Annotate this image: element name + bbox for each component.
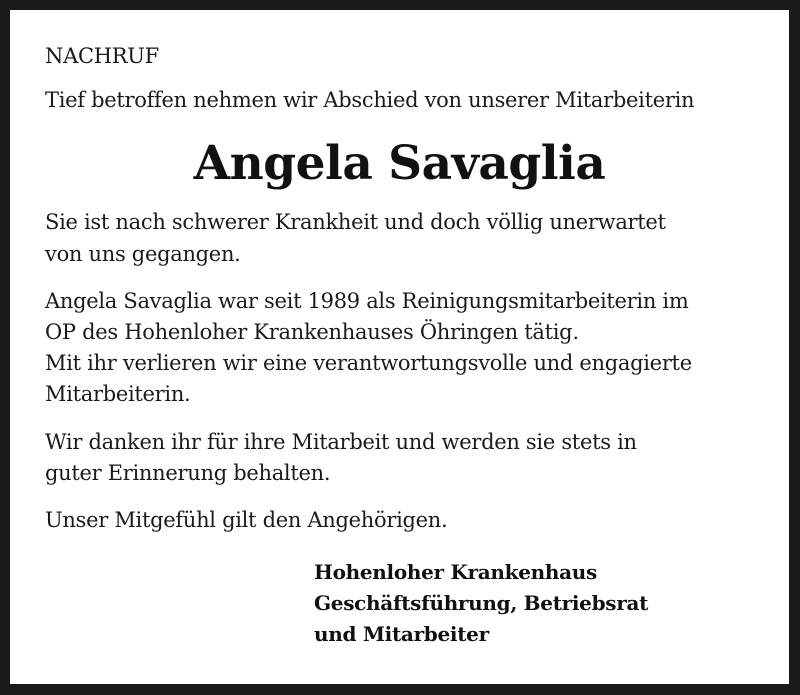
paragraph-line: Sie ist nach schwerer Krankheit und doch völlig unerwartet bbox=[45, 210, 666, 234]
signature-line: Geschäftsführung, Betriebsrat bbox=[314, 591, 649, 615]
intro: Tief betroffen nehmen wir Abschied von unserer Mitarbeiterin bbox=[45, 88, 695, 112]
paragraph-line: von uns gegangen. bbox=[45, 242, 241, 266]
paragraph-line: Angela Savaglia war seit 1989 als Reinigungsmitarbeiterin im bbox=[45, 289, 689, 313]
obituary-notice bbox=[10, 10, 789, 684]
signature-line: und Mitarbeiter bbox=[314, 622, 489, 646]
deceased-name: Angela Savaglia bbox=[193, 136, 606, 191]
paragraph-line: Unser Mitgefühl gilt den Angehörigen. bbox=[45, 508, 448, 532]
paragraph-line: Wir danken ihr für ihre Mitarbeit und werden sie stets in bbox=[45, 430, 637, 454]
paragraph-line: Mitarbeiterin. bbox=[45, 382, 191, 406]
paragraph-line: guter Erinnerung behalten. bbox=[45, 461, 331, 485]
signature-line: Hohenloher Krankenhaus bbox=[314, 560, 597, 584]
paragraph-line: OP des Hohenloher Krankenhauses Öhringen tätig. bbox=[45, 320, 579, 344]
paragraph-line: Mit ihr verlieren wir eine verantwortungsvolle und engagierte bbox=[45, 351, 692, 375]
heading: NACHRUF bbox=[45, 44, 159, 68]
